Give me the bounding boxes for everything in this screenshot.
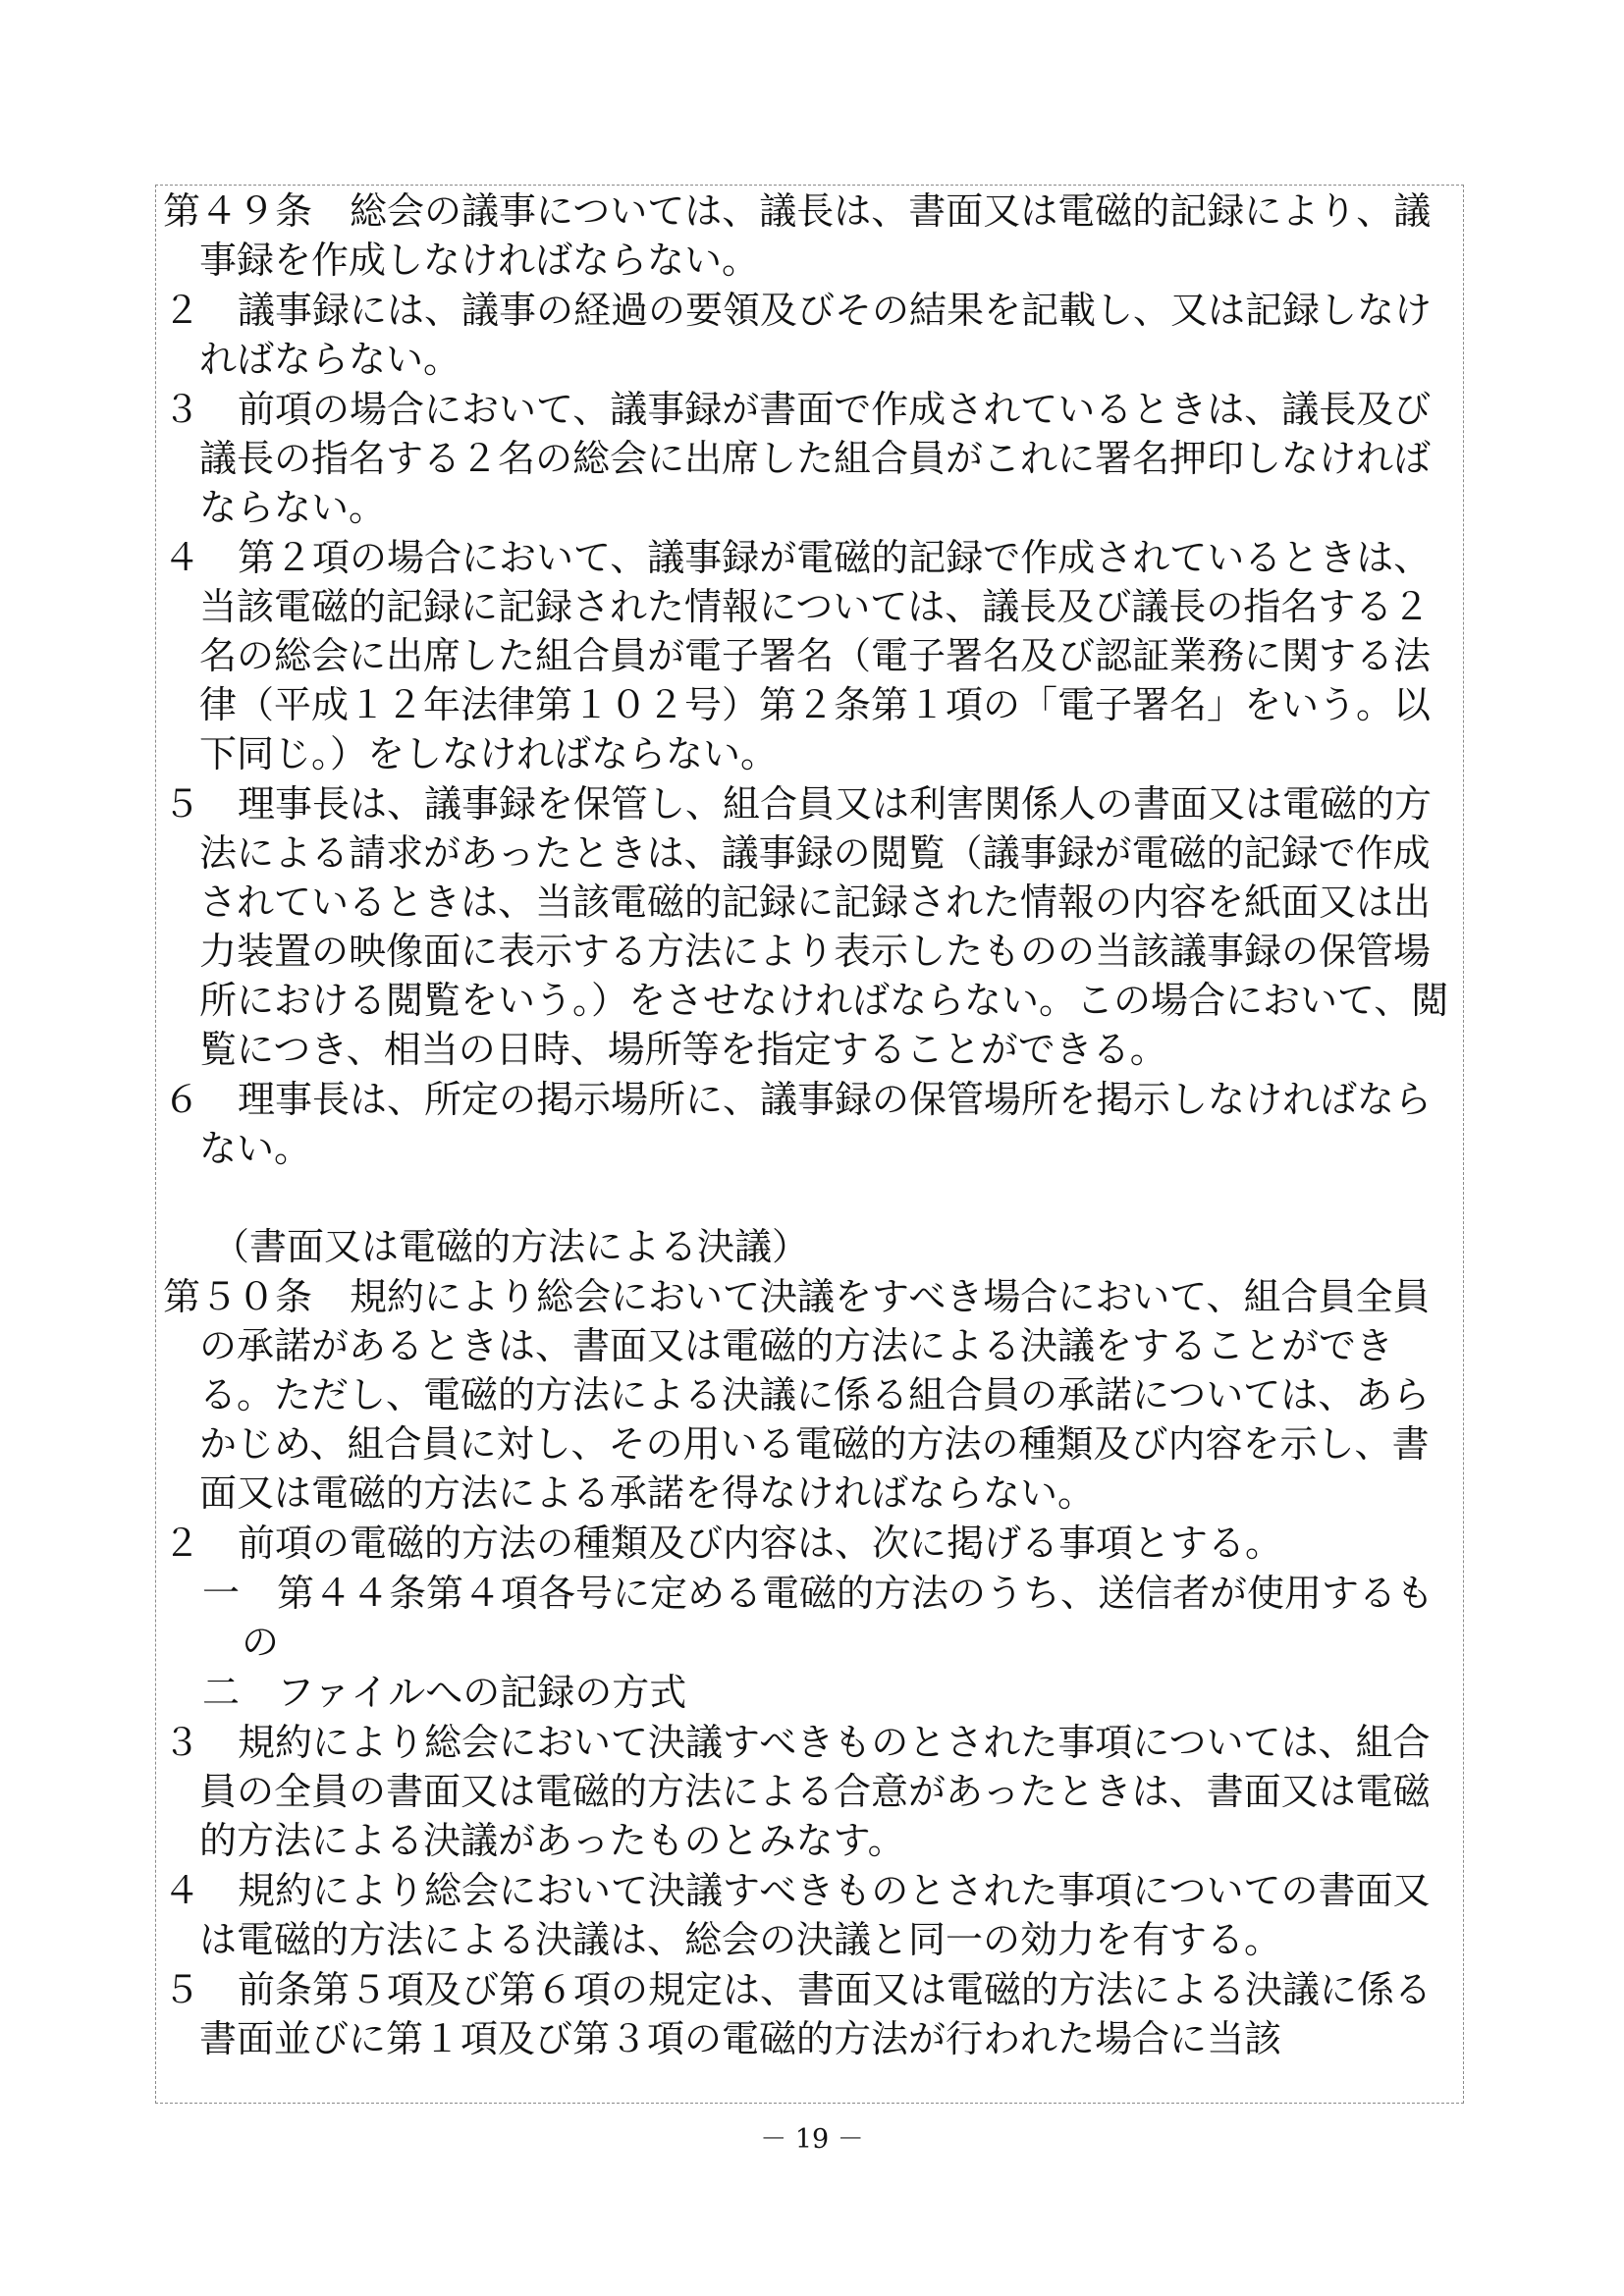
page-number: － 19 － (760, 2124, 864, 2155)
article-49-paragraph-1: 第４９条 総会の議事については、議長は、書面又は電磁的記録により、議事録を作成しなければならない。 (163, 189, 1432, 282)
article-50-paragraph-4: ４ 規約により総会において決議すべきものとされた事項についての書面又は電磁的方法による決議は、総会の決議と同一の効力を有する。 (163, 1869, 1431, 1961)
document-body (163, 187, 1459, 2064)
article-50-paragraph-5: ５ 前条第５項及び第６項の規定は、書面又は電磁的方法による決議に係る書面並びに第１項及び第３項の電磁的方法が行われた場合に当該 (163, 1968, 1433, 2060)
article-50-paragraph-2: ２ 前項の電磁的方法の種類及び内容は、次に掲げる事項とする。 (163, 1522, 1283, 1565)
article-49-paragraph-2: ２ 議事録には、議事の経過の要領及びその結果を記載し、又は記録しなければならない。 (163, 289, 1433, 381)
article-49-paragraph-6: ６ 理事長は、所定の掲示場所に、議事録の保管場所を掲示しなければならない。 (163, 1078, 1433, 1170)
article-50-paragraph-1: 第５０条 規約により総会において決議をすべき場合において、組合員全員の承諾があるときは、書面又は電磁的方法による決議をすることができる。ただし、電磁的方法による決議に係る組合員の承諾については、あらかじめ、組合員に対し、その用いる電磁的方法の種類及び内容を示し、書面又は電磁的方法による承諾を得なければならない。 (163, 1275, 1431, 1515)
article-50-heading: （書面又は電磁的方法による決議） (212, 1225, 810, 1268)
article-50-item-1: 一 第４４条第４項各号に定める電磁的方法のうち、送信者が使用するもの (202, 1572, 1435, 1664)
article-49-paragraph-3: ３ 前項の場合において、議事録が書面で作成されているときは、議長及び議長の指名する２名の総会に出席した組合員がこれに署名押印しなければならない。 (163, 388, 1432, 529)
article-49-paragraph-4: ４ 第２項の場合において、議事録が電磁的記録で作成されているときは、当該電磁的記録に記録された情報については、議長及び議長の指名する２名の総会に出席した組合員が電子署名（電子署名及び認証業務に関する法律（平成１２年法律第１０２号）第２条第１項の「電子署名」をいう。以下同じ。）をしなければならない。 (163, 536, 1432, 775)
article-49-paragraph-5: ５ 理事長は、議事録を保管し、組合員又は利害関係人の書面又は電磁的方法による請求があったときは、議事録の閲覧（議事録が電磁的記録で作成されているときは、当該電磁的記録に記録された情報の内容を紙面又は出力装置の映像面に表示する方法により表示したものの当該議事録の保管場所における閲覧をいう。）をさせなければならない。この場合において、閲覧につき、相当の日時、場所等を指定することができる。 (163, 782, 1449, 1071)
article-50-paragraph-3: ３ 規約により総会において決議すべきものとされた事項については、組合員の全員の書面又は電磁的方法による合意があったときは、書面又は電磁的方法による決議があったものとみなす。 (163, 1721, 1431, 1862)
article-50-item-2: 二 ファイルへの記録の方式 (202, 1671, 687, 1714)
